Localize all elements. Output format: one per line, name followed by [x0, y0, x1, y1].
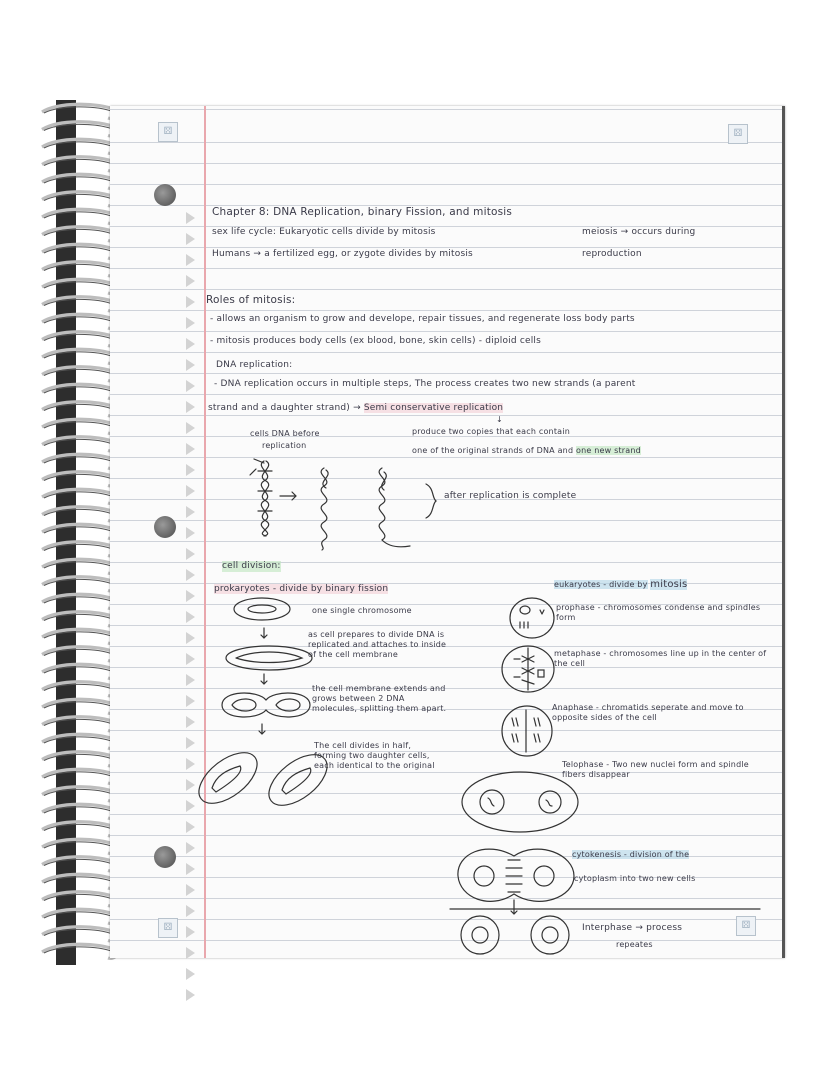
anaphase-text: Anaphase - chromatids seperate and move to opposite sides of the cell — [552, 703, 744, 722]
spiral-coil — [42, 472, 117, 486]
margin-triangle-icon — [186, 548, 195, 560]
spiral-coil — [42, 909, 117, 923]
margin-triangle-icon — [186, 212, 195, 224]
spiral-coil — [42, 314, 117, 328]
spiral-coil — [42, 367, 117, 381]
margin-triangle-icon — [186, 590, 195, 602]
spiral-coil — [42, 682, 117, 696]
dna-strand-copy-1 — [312, 468, 336, 550]
cell-division-heading: cell division: — [222, 561, 281, 571]
after-replication-text: after replication is complete — [444, 491, 577, 501]
meiosis-text: meiosis → occurs during — [582, 227, 696, 237]
prokaryotes-heading — [214, 584, 388, 595]
notebook-page — [110, 106, 785, 958]
roles-point-1: - allows an organism to grow and develope, repair tissues, and regenerate loss body parts — [210, 314, 635, 324]
margin-triangle-icon — [186, 422, 195, 434]
prokaryote-cell-drawing-2 — [224, 644, 314, 672]
corner-mark-icon: ⚄ — [728, 124, 748, 144]
interphase-text-2: repeates — [616, 940, 653, 949]
telophase-text: Telophase - Two new nuclei form and spindle fibers disappear — [562, 760, 749, 779]
spiral-coil — [42, 297, 117, 311]
dna-strand-copy-2 — [372, 468, 412, 550]
margin-triangle-icon — [186, 842, 195, 854]
spiral-coil — [42, 734, 117, 748]
corner-mark-icon: ⚄ — [158, 918, 178, 938]
margin-triangle-icon — [186, 611, 195, 623]
margin-triangle-icon — [186, 275, 195, 287]
punch-hole — [154, 516, 176, 538]
spiral-coil — [42, 192, 117, 206]
meiosis-text-2: reproduction — [582, 249, 642, 259]
roles-heading: Roles of mitosis: — [206, 294, 296, 306]
copies-text: produce two copies that each contain — [412, 427, 570, 436]
brace-icon — [424, 484, 438, 518]
spiral-coil — [42, 227, 117, 241]
spiral-coil — [42, 524, 117, 538]
margin-triangle-icon — [186, 926, 195, 938]
margin-triangle-icon — [186, 527, 195, 539]
punch-hole — [154, 846, 176, 868]
spiral-coil — [42, 559, 117, 573]
spiral-coil — [42, 874, 117, 888]
dna-replication-line-1: - DNA replication occurs in multiple steps, The process creates two new strands (a parent — [214, 379, 636, 389]
spiral-coil — [42, 699, 117, 713]
margin-triangle-icon — [186, 653, 195, 665]
spiral-coil — [42, 594, 117, 608]
down-arrow-icon — [260, 628, 268, 640]
margin-triangle-icon — [186, 737, 195, 749]
cytokinesis-text — [572, 850, 689, 860]
one-new-strand-term: one new strand — [575, 446, 641, 455]
margin-triangle-icon — [186, 989, 195, 1001]
spiral-coil — [42, 822, 117, 836]
cells-before-label-2: replication — [262, 441, 307, 450]
spiral-coil — [42, 892, 117, 906]
eukaryotes-heading-prefix: eukaryotes - divide by — [554, 580, 648, 589]
margin-triangle-icon — [186, 716, 195, 728]
roles-point-2: - mitosis produces body cells (ex blood, bone, skin cells) - diploid cells — [210, 336, 542, 346]
margin-triangle-icon — [186, 779, 195, 791]
spiral-coil — [42, 419, 117, 433]
prophase-cell-drawing — [508, 596, 556, 640]
humans-text: Humans → a fertilized egg, or zygote divides by mitosis — [212, 249, 473, 259]
dna-replication-heading: DNA replication: — [216, 360, 293, 370]
prokaryote-step-4: The cell divides in half, forming two daughter cells, each identical to the original — [314, 741, 435, 770]
prokaryotes-heading-label: prokaryotes - divide by binary fission — [214, 584, 389, 594]
margin-triangle-icon — [186, 254, 195, 266]
life-cycle-text: sex life cycle: Eukaryotic cells divide by mitosis — [212, 227, 436, 237]
cytokinesis-text-label: cytokenesis - division of the — [572, 850, 690, 859]
prokaryote-cell-drawing-3 — [218, 688, 314, 722]
cells-before-label: cells DNA before — [250, 429, 320, 438]
spiral-coil — [42, 629, 117, 643]
margin-triangle-icon — [186, 800, 195, 812]
margin-triangle-icon — [186, 674, 195, 686]
margin-triangle-icon — [186, 905, 195, 917]
down-arrow-icon — [260, 674, 268, 686]
prokaryote-step-3: the cell membrane extends and grows between 2 DNA molecules, splitting them apart. — [312, 684, 447, 713]
eukaryotes-heading — [554, 580, 687, 590]
spiral-coil — [42, 717, 117, 731]
cytokinesis-cell-drawing — [456, 846, 576, 906]
spiral-coil — [42, 437, 117, 451]
spiral-coil — [42, 612, 117, 626]
margin-line — [204, 106, 206, 958]
semi-conservative-term: Semi conservative replication — [363, 403, 504, 413]
interphase-text: Interphase → process — [582, 923, 683, 933]
corner-mark-icon: ⚄ — [158, 122, 178, 142]
margin-triangle-icon — [186, 485, 195, 497]
spiral-coil — [42, 839, 117, 853]
spiral-coil — [42, 944, 117, 958]
spiral-coil — [42, 104, 117, 118]
spiral-coil — [42, 139, 117, 153]
margin-triangle-icon — [186, 380, 195, 392]
margin-triangle-icon — [186, 695, 195, 707]
margin-triangle-icon — [186, 296, 195, 308]
prokaryote-step-2: as cell prepares to divide DNA is replicated and attaches to inside of the cell membrane — [308, 630, 447, 659]
spiral-coil — [42, 384, 117, 398]
interphase-cells-drawing — [460, 914, 570, 956]
dna-replication-line-2 — [208, 403, 503, 414]
prokaryote-step-1: one single chromosome — [312, 606, 412, 615]
interphase-divider-line — [450, 906, 760, 914]
spiral-coil — [42, 244, 117, 258]
margin-triangle-icon — [186, 758, 195, 770]
margin-triangle-icon — [186, 863, 195, 875]
prokaryote-cell-drawing-1 — [232, 596, 292, 622]
spiral-coil — [42, 664, 117, 678]
spiral-coil — [42, 787, 117, 801]
margin-triangle-icon — [186, 968, 195, 980]
punch-hole — [154, 184, 176, 206]
spiral-coil — [42, 857, 117, 871]
spiral-coil — [42, 262, 117, 276]
spiral-coil — [42, 332, 117, 346]
margin-triangle-icon — [186, 233, 195, 245]
spiral-coil — [42, 174, 117, 188]
margin-triangle-icon — [186, 947, 195, 959]
spiral-coil — [42, 804, 117, 818]
replication-arrow-icon — [280, 491, 300, 501]
page-title: Chapter 8: DNA Replication, binary Fission, and mitosis — [212, 206, 513, 218]
copies-text-2 — [412, 446, 641, 456]
telophase-cell-drawing — [460, 770, 580, 834]
spiral-coil — [42, 209, 117, 223]
spiral-coil — [42, 647, 117, 661]
corner-mark-icon: ⚄ — [736, 916, 756, 936]
metaphase-cell-drawing — [500, 644, 556, 694]
copies-text-2-prefix: one of the original strands of DNA and — [412, 446, 574, 455]
metaphase-text: metaphase - chromosomes line up in the center of the cell — [554, 649, 767, 668]
cytokinesis-text-2: cytoplasm into two new cells — [574, 874, 696, 883]
margin-triangle-icon — [186, 569, 195, 581]
margin-triangle-icon — [186, 632, 195, 644]
margin-triangle-icon — [186, 821, 195, 833]
margin-triangle-icon — [186, 506, 195, 518]
margin-triangle-icon — [186, 401, 195, 413]
dna-double-helix-drawing — [250, 461, 280, 536]
margin-triangle-icon — [186, 443, 195, 455]
eukaryotes-heading-term: mitosis — [650, 579, 688, 590]
spiral-coil — [42, 577, 117, 591]
spiral-coil — [42, 489, 117, 503]
spiral-coil — [42, 279, 117, 293]
down-arrow: ↓ — [496, 415, 503, 424]
margin-triangle-icon — [186, 464, 195, 476]
spiral-coil — [42, 454, 117, 468]
dna-replication-line-2-prefix: strand and a daughter strand) → — [208, 403, 361, 413]
spiral-coil — [42, 157, 117, 171]
margin-triangle-icon — [186, 884, 195, 896]
anaphase-cell-drawing — [500, 704, 554, 758]
spiral-coil — [42, 542, 117, 556]
margin-triangle-icon — [186, 359, 195, 371]
spiral-coil — [42, 507, 117, 521]
down-arrow-icon — [258, 724, 266, 736]
prokaryote-daughter-cells-drawing — [196, 736, 336, 816]
margin-triangle-icon — [186, 317, 195, 329]
prophase-text: prophase - chromosomes condense and spindles form — [556, 603, 761, 622]
spiral-coil — [42, 349, 117, 363]
spiral-coil — [42, 752, 117, 766]
margin-triangle-icon — [186, 338, 195, 350]
spiral-coil — [42, 122, 117, 136]
spiral-coil — [42, 769, 117, 783]
spiral-coil — [42, 927, 117, 941]
spiral-coil — [42, 402, 117, 416]
